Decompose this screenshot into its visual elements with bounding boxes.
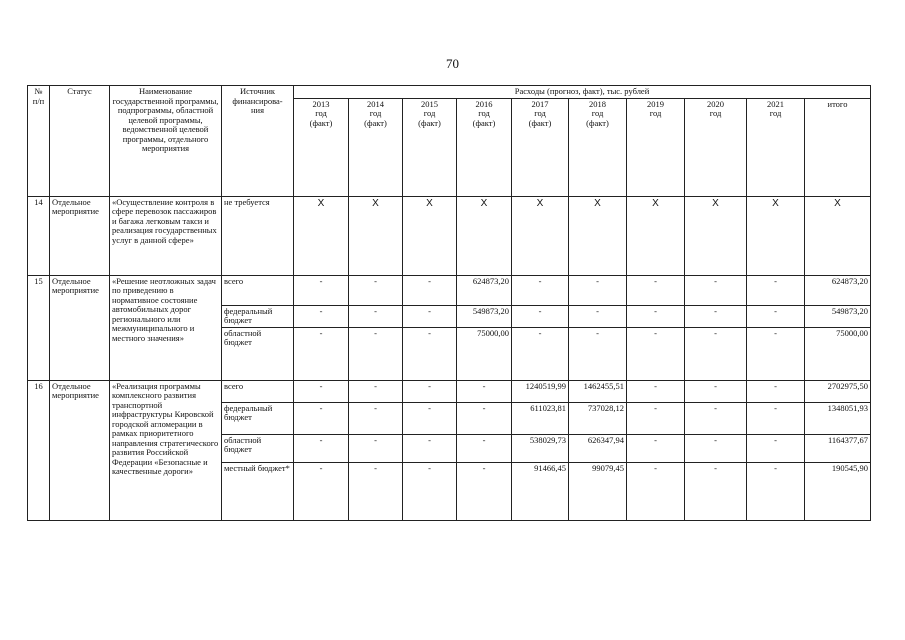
row-num: 15: [28, 275, 50, 380]
row-value: -: [294, 327, 349, 380]
row-num: 14: [28, 196, 50, 275]
row-value: -: [457, 462, 512, 520]
row-value: -: [294, 275, 349, 305]
row-value: -: [294, 462, 349, 520]
row-value: -: [403, 402, 457, 434]
row-source: всего: [222, 380, 294, 402]
row-name: «Осуществление контроля в сфере перевозок пассажиров и багажа легковым такси и реализация государственных услуг в данной сфере»: [110, 196, 222, 275]
row-status: Отдельное мероприятие: [50, 275, 110, 380]
row-name: «Решение неотложных задач по приведению в нормативное состояние автомобильных дорог регионального или межмуниципального и местного значения»: [110, 275, 222, 380]
row-value: X: [685, 196, 747, 275]
row-value: -: [457, 380, 512, 402]
row-total: 75000,00: [805, 327, 871, 380]
row-total: 190545,90: [805, 462, 871, 520]
row-source: федеральный бюджет: [222, 305, 294, 327]
row-value: X: [403, 196, 457, 275]
budget-table: [27, 85, 871, 521]
row-value: -: [349, 402, 403, 434]
row-total: 1164377,67: [805, 434, 871, 462]
row-source: федеральный бюджет: [222, 402, 294, 434]
row-value: -: [747, 434, 805, 462]
header-year: 2021 год: [747, 98, 805, 196]
row-value: -: [294, 380, 349, 402]
row-value: -: [349, 327, 403, 380]
row-value: X: [294, 196, 349, 275]
row-total: 2702975,50: [805, 380, 871, 402]
header-year: 2017 год (факт): [512, 98, 569, 196]
row-value: -: [627, 462, 685, 520]
row-source: областной бюджет: [222, 327, 294, 380]
row-value: 99079,45: [569, 462, 627, 520]
row-value: -: [685, 305, 747, 327]
row-value: -: [294, 305, 349, 327]
row-value: 1240519,99: [512, 380, 569, 402]
row-value: -: [627, 275, 685, 305]
row-value: X: [747, 196, 805, 275]
row-value: 549873,20: [457, 305, 512, 327]
row-value: 1462455,51: [569, 380, 627, 402]
row-value: -: [294, 434, 349, 462]
table-row: [28, 275, 871, 305]
row-value: -: [685, 434, 747, 462]
row-value: 538029,73: [512, 434, 569, 462]
row-value: 737028,12: [569, 402, 627, 434]
header-year: 2018 год (факт): [569, 98, 627, 196]
header-year: 2020 год: [685, 98, 747, 196]
row-name: «Реализация программы комплексного развития транспортной инфраструктуры Кировской городской агломерации в рамках приоритетного направления стратегического развития Российской Федерации «Безопасные и качественные дороги»: [110, 380, 222, 520]
header-total: итого: [805, 98, 871, 196]
row-value: X: [457, 196, 512, 275]
header-source: Источник финансирова- ния: [222, 86, 294, 197]
row-value: -: [403, 380, 457, 402]
row-value: -: [403, 305, 457, 327]
row-total: 549873,20: [805, 305, 871, 327]
row-source: всего: [222, 275, 294, 305]
table-row: [28, 380, 871, 402]
row-value: -: [403, 275, 457, 305]
row-value: -: [627, 434, 685, 462]
row-value: X: [512, 196, 569, 275]
row-source: областной бюджет: [222, 434, 294, 462]
row-source: местный бюджет*: [222, 462, 294, 520]
row-value: -: [627, 327, 685, 380]
row-value: 75000,00: [457, 327, 512, 380]
row-value: -: [685, 327, 747, 380]
header-expenses: Расходы (прогноз, факт), тыс. рублей: [294, 86, 871, 99]
table-header: [28, 86, 871, 197]
header-name: Наименование государственной программы, подпрограммы, областной целевой программы, ведомственной целевой программы, отдельного мероприятия: [110, 86, 222, 197]
row-status: Отдельное мероприятие: [50, 380, 110, 520]
row-value: -: [627, 402, 685, 434]
row-value: -: [627, 305, 685, 327]
row-value: -: [685, 462, 747, 520]
row-value: -: [747, 380, 805, 402]
row-value: -: [685, 275, 747, 305]
row-value: -: [747, 462, 805, 520]
row-value: -: [349, 305, 403, 327]
row-value: -: [685, 380, 747, 402]
row-value: -: [403, 327, 457, 380]
header-year: 2019 год: [627, 98, 685, 196]
header-year: 2014 год (факт): [349, 98, 403, 196]
row-value: -: [512, 327, 569, 380]
header-num: № п/п: [28, 86, 50, 197]
row-value: 626347,94: [569, 434, 627, 462]
row-total: X: [805, 196, 871, 275]
header-year: 2015 год (факт): [403, 98, 457, 196]
row-total: 624873,20: [805, 275, 871, 305]
header-year: 2013 год (факт): [294, 98, 349, 196]
row-value: -: [512, 275, 569, 305]
row-value: -: [403, 434, 457, 462]
row-value: -: [685, 402, 747, 434]
row-value: X: [349, 196, 403, 275]
row-value: -: [294, 402, 349, 434]
row-value: -: [569, 327, 627, 380]
row-value: -: [457, 402, 512, 434]
page-number: 70: [446, 56, 459, 71]
row-value: -: [627, 380, 685, 402]
row-value: -: [569, 275, 627, 305]
row-value: -: [349, 462, 403, 520]
row-value: 611023,81: [512, 402, 569, 434]
row-value: X: [627, 196, 685, 275]
header-status: Статус: [50, 86, 110, 197]
row-num: 16: [28, 380, 50, 520]
row-value: -: [747, 305, 805, 327]
row-total: 1348051,93: [805, 402, 871, 434]
row-value: -: [349, 380, 403, 402]
row-value: 624873,20: [457, 275, 512, 305]
row-value: -: [349, 275, 403, 305]
table-body: [28, 196, 871, 520]
row-value: -: [457, 434, 512, 462]
row-value: -: [512, 305, 569, 327]
row-value: -: [403, 462, 457, 520]
row-value: -: [569, 305, 627, 327]
table-row: [28, 196, 871, 275]
row-value: X: [569, 196, 627, 275]
row-value: -: [349, 434, 403, 462]
row-value: -: [747, 402, 805, 434]
row-source: не требуется: [222, 196, 294, 275]
row-status: Отдельное мероприятие: [50, 196, 110, 275]
row-value: -: [747, 275, 805, 305]
header-year: 2016 год (факт): [457, 98, 512, 196]
row-value: -: [747, 327, 805, 380]
row-value: 91466,45: [512, 462, 569, 520]
